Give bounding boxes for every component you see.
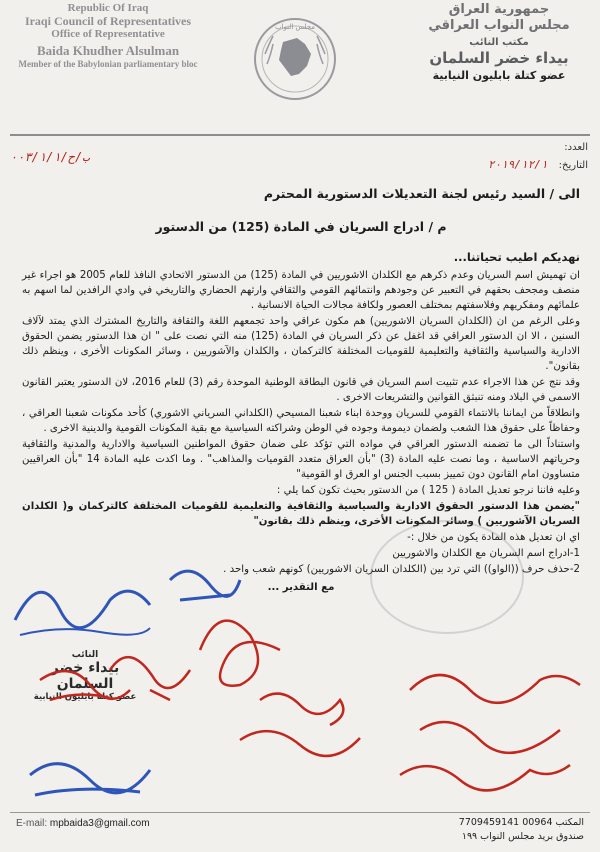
letter-paragraph-8: اي ان تعديل هذه المادة يكون من خلال :- xyxy=(407,532,580,543)
letter-closing: مع التقدير ... xyxy=(267,582,335,593)
letter-paragraph-3: وقد نتج عن هذا الاجراء عدم تثبيت اسم السريان في قانون البطاقة الوطنية الموحدة رقم (3) للعام 2016، لان الدستور يعتبر القانون الاسمى في البلاد ومنه تنبثق القوانين والتشريعات الاخرى . xyxy=(22,377,581,403)
letter-paragraph-5: واستناداً الى ما تضمنه الدستور العراقي في مواده التي تؤكد على ضمان حقوق المواطنين السياسية والادارية والمدنية والثقافية وحرياتهم الاساسية ، وما نصت عليه المادة (3) "بأن العراق متعدد القوميات والمذاهب" . وما اكدت عليه المادة 14 "بأن العراقيين متساوون امام القانون دون تمييز بسبب الجنس او العرق او القومية" xyxy=(22,439,580,480)
reference-date-value: ٢٠١٩/١٢/١ xyxy=(487,158,548,171)
reference-block xyxy=(488,140,588,174)
header-divider xyxy=(10,134,590,136)
letter-item-1: 1-ادراج اسم السريان مع الكلدان والاشوريين xyxy=(392,548,580,559)
footer-divider xyxy=(10,812,590,813)
header-english xyxy=(8,2,208,69)
header-en-council: Iraqi Council of Representatives xyxy=(24,13,192,28)
footer-po-box: صندوق بريد مجلس النواب ١٩٩ xyxy=(461,831,584,843)
header-en-bloc: Member of the Babylonian parliamentary bloc xyxy=(18,59,198,70)
footer-phone-label: المكتب xyxy=(555,817,584,828)
emblem-text: مجلس النواب xyxy=(274,23,316,31)
reference-date-label: التاريخ: xyxy=(558,160,588,171)
handwritten-signatures-icon xyxy=(0,540,600,820)
footer-email-label: E-mail: xyxy=(16,818,48,829)
letter-greeting: نهديكم اطيب تحياتنا... xyxy=(453,250,580,264)
letter-paragraph-6: وعليه فاننا نرجو تعديل المادة ( 125 ) من الدستور بحيث تكون كما يلي : xyxy=(276,485,580,496)
letter-paragraph-4: وانطلاقاً من ايماننا بالانتماء القومي للسريان ووحدة ابناء شعبنا المسيحي (الكلداني السرياني الاشوري) كأحد مكونات شعبنا العراقي ، وحفاظاً على حقوق هذا الشعب ولضمان ديمومة وجوده في الوطن وشراكته السياسية مع بقية المكونات القومية والدينية الاخرى . xyxy=(22,408,580,434)
header-ar-bloc: عضو كتلة بابليون النيابية xyxy=(432,69,566,83)
letter-addressee: الى / السيد رئيس لجنة التعديلات الدستورية المحترم xyxy=(263,186,580,201)
header-ar-country: جمهورية العراق xyxy=(448,2,550,17)
signature-bloc: عضو كتلة بابليون النيابية xyxy=(33,692,137,702)
header-en-name: Baida Khudher Alsulman xyxy=(36,43,180,59)
header-en-office: Office of Representative xyxy=(51,28,165,41)
letter-proposed-text: "يضمن هذا الدستور الحقوق الادارية والسياسية والثقافية والتعليمية للقوميات المختلفة كالتركمان و( الكلدان السريان الآشوريين ) وسائر المكونات الأخرى، وينظم ذلك بقانون" xyxy=(22,501,580,527)
letter-paragraph-2: وعلى الرغم من ان (الكلدان السريان الاشوريين) هم مكون عراقي واحد تجمعهم اللغة والثقافة والتاريخ المشترك الذي يمتد لآلاف السنين ، الا ان الدستور العراقي قد اغفل عن ذكر السريان في المادة (125) منه التي نصت على " ان هذا الدستور يضمن الحقوق الادارية والسياسية والثقافية والتعليمية للقوميات المختلفة كالتركمان ، والكلدان والآشوريين ، وسائر المكونات الأخرى ، وينظم ذلك بقانون". xyxy=(22,316,581,372)
reference-number-row xyxy=(488,140,588,156)
footer-phone-row xyxy=(459,816,584,830)
reference-number-value: ب/ح/٠٠٣/١/١ xyxy=(10,150,90,164)
footer-email-value: mpbaida3@gmail.com xyxy=(49,818,150,829)
letter-subject: م / ادراج السريان في المادة (125) من الدستور xyxy=(155,219,447,234)
footer-email xyxy=(16,818,150,829)
footer-phone-value: 00964 7709459141 xyxy=(458,817,553,828)
letter-paragraph-1: ان تهميش اسم السريان وعدم ذكرهم مع الكلدان الاشوريين في المادة (125) من الدستور الاتحادي النافذ للعام 2005 هو اجراء غير منصف ومجحف بحقهم في التعبير عن وجودهم وانتمائهم القومي والثقافي وارثهم الحضاري والتاريخي في وادي الرافدين لما اسهم به علمائهم ومفكريهم وفلاسفتهم بمختلف العصور ولكافة مجالات الحياة الانسانية . xyxy=(22,270,580,311)
reference-number-label: العدد: xyxy=(564,142,588,153)
signature-name: بيداء خضر السلمان xyxy=(50,660,120,692)
signature-title: النائب xyxy=(71,650,99,660)
header-arabic xyxy=(404,2,594,82)
header-ar-name: بيداء خضر السلمان xyxy=(429,49,569,68)
header-ar-office: مكتب النائب xyxy=(469,37,529,49)
footer-contact xyxy=(459,816,584,845)
header-ar-council: مجلس النواب العراقي xyxy=(428,17,570,33)
reference-date-row xyxy=(488,156,588,174)
letter-item-2: 2-حذف حرف ((الواو)) التي ترد بين (الكلدان السريان الاشوريين) كونهم شعب واحد . xyxy=(223,564,580,575)
council-emblem-icon xyxy=(245,14,345,104)
header-en-country: Republic Of Iraq xyxy=(67,2,149,14)
